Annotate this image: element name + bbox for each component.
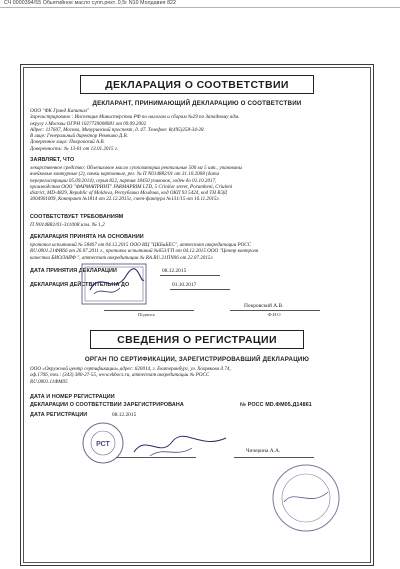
applicant-heading: ДЕКЛАРАНТ, ПРИНИМАЮЩИЙ ДЕКЛАРАЦИЮ О СООТВЕТСТВИИ xyxy=(92,100,302,107)
organ-line: RU.0001.11ФМ05 xyxy=(30,378,68,385)
signature-line xyxy=(104,310,194,311)
applicant-block xyxy=(30,108,366,152)
applicant-line: округу г.Москвы ОГРН 1027739008081 от 09.09.2002 xyxy=(30,120,147,127)
declares-line: лекарственное средство: Облепиховое масло суппозитории ректальные 500 мг 5 шт., упакованы xyxy=(30,165,243,171)
date-accepted-underline xyxy=(160,275,220,276)
certification-seal-icon xyxy=(80,420,126,466)
requirements-heading: СООТВЕТСТВУЕТ ТРЕБОВАНИЯМ xyxy=(30,214,124,220)
declares-line: производства ООО "ФАРМАПРИНТ" FARMAPRIM LTD, 5 Crinilor street, Porumbeni, Criuleni xyxy=(30,183,233,190)
valid-until-heading: ДЕКЛАРАЦИЯ ДЕЙСТВИТЕЛЬНА ДО xyxy=(30,282,130,288)
company-stamp-icon xyxy=(80,260,148,308)
signature-caption: Подпись xyxy=(138,312,155,317)
document-title: ДЕКЛАРАЦИЯ О СООТВЕТСТВИИ xyxy=(80,75,314,94)
registrar-sign-line xyxy=(116,457,196,458)
declares-line: ячейковые контурные (2), пачки картонные, рег. № П N014882/01 от 31.10.2008 (дата xyxy=(30,171,220,178)
basis-line: протокол испытаний № 58467 от 04.12.2015 ООО ИЦ "ЦКБиБЕС", аттестат аккредитации РОСС xyxy=(30,242,252,248)
reg-heading-2: ДЕКЛАРАЦИИ О СООТВЕТСТВИИ ЗАРЕГИСТРИРОВАНА xyxy=(30,402,184,408)
reg-heading: ДАТА И НОМЕР РЕГИСТРАЦИИ xyxy=(30,394,115,400)
reg-number: № РОСС MD.ФМ05.Д14861 xyxy=(240,402,312,408)
date-accepted-value: 08.12.2015 xyxy=(162,268,187,274)
applicant-line: ООО "ФК Гранд Капитал" xyxy=(30,108,90,114)
date-accepted-heading: ДАТА ПРИНЯТИЯ ДЕКЛАРАЦИИ xyxy=(30,268,117,274)
basis-block xyxy=(30,242,366,261)
scan-divider xyxy=(0,7,400,8)
scan-header: СЧ 0000394/55 Обьятийное масло супп.рект. 0,5г N10 Молдавия 822 xyxy=(4,0,177,6)
registrar-name-line xyxy=(234,457,314,458)
basis-heading: ДЕКЛАРАЦИЯ ПРИНЯТА НА ОСНОВАНИИ xyxy=(30,234,144,240)
basis-line: RU.0001.21ФИ66 от 26.07.2011 г., протокол испытаний №653/ГП от 04.12.2015 ООО "Центр контроля xyxy=(30,248,259,255)
registrar-signature-icon xyxy=(130,430,230,460)
pharmacy-stamp-icon xyxy=(270,462,342,534)
declares-heading: ЗАЯВЛЯЕТ, ЧТО xyxy=(30,157,75,163)
registration-title: СВЕДЕНИЯ О РЕГИСТРАЦИИ xyxy=(90,330,304,349)
signer-name-line xyxy=(230,310,320,311)
valid-until-underline xyxy=(170,289,230,290)
applicant-line: В лице: Генеральный директор Ремешко Д.В. xyxy=(30,133,128,140)
organ-block xyxy=(30,366,366,385)
organ-line: оф.1706, тел.: (343) 380-27-55, www.ekbocs.ru, аттестат аккредитации № РОСС xyxy=(30,372,210,379)
valid-until-value: 01.10.2017 xyxy=(172,282,197,288)
registrar-name: Чичерина А.А. xyxy=(246,448,281,454)
declares-line: 3004901009, Контракт №1814 от 22.12.2015г, счет-фактура №131/15 от 16.11.2015г. xyxy=(30,196,220,203)
declaration-sheet xyxy=(20,64,374,566)
reg-date-value: 08.12.2015 xyxy=(112,412,137,418)
organ-heading: ОРГАН ПО СЕРТИФИКАЦИИ, ЗАРЕГИСТРИРОВАВШИЙ ДЕКЛАРАЦИЮ xyxy=(84,356,310,363)
signer-name: Покровский А.В. xyxy=(244,303,284,309)
reg-date-label: ДАТА РЕГИСТРАЦИИ xyxy=(30,412,88,418)
declares-line: перерегистрации 05.09.2014), серия 822, партия 18450 упаковок, годен до 01.10.2017, xyxy=(30,177,217,184)
declares-block xyxy=(30,165,366,203)
applicant-line: Доверенность: № 13-01 от 13.01.2015 г. xyxy=(30,145,119,152)
applicant-line: Доверенное лицо: Покровский А.В. xyxy=(30,139,105,146)
svg-text:РСТ: РСТ xyxy=(96,441,110,448)
applicant-line: Зарегистрировано : Инспекция Министерства РФ по налогам и сборам №29 по Западному адм. xyxy=(30,114,240,121)
declares-line: district, MD-4829, Republic of Moldova, Республика Молдова, код ОКП 93 5424, код ТН ВЭД xyxy=(30,190,227,197)
basis-line: качества БИОЛАЙФ ", аттестат аккредитации № RA.RU.21ПЧ06 от 22.07.2015г. xyxy=(30,254,214,261)
signer-caption: Ф.И.О xyxy=(268,312,281,317)
requirements-value: П N014882/01-311008 изм. № 1,2 xyxy=(30,222,105,228)
organ-line: ООО «Окружной центр сертификации»,адрес: 620014, г. Екатеринбург, ул. Хохрякова д.74, xyxy=(30,366,231,372)
applicant-line: Адрес: 117607, Москва, Мичуринский проспект, д. 47. Телефон: 8(495)258-34-28. xyxy=(30,126,205,133)
